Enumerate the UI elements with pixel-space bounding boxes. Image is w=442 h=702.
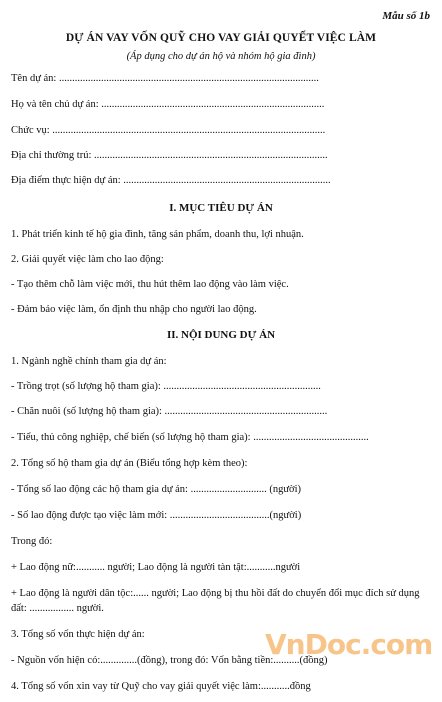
content-line: 1. Ngành nghề chính tham gia dự án: xyxy=(11,356,167,367)
content-line: - Tổng số lao động các hộ tham gia dự án: ............................. (người) xyxy=(11,484,301,495)
form-number: Mẫu số 1b xyxy=(382,10,430,22)
content-line: - Chăn nuôi (số lượng hộ tham gia): .............................................................. xyxy=(11,406,328,417)
field-position: Chức vụ: ........................................................................................................ xyxy=(11,125,326,136)
document-subtitle: (Áp dụng cho dự án hộ và nhóm hộ gia đình) xyxy=(126,51,316,62)
content-line: 4. Tổng số vốn xin vay từ Quỹ cho vay giải quyết việc làm:...........đồng xyxy=(11,681,311,692)
objective-line: - Đảm bảo việc làm, ổn định thu nhập cho người lao động. xyxy=(11,304,257,315)
content-line: Trong đó: xyxy=(11,536,53,547)
content-line: - Tiểu, thủ công nghiệp, chế biến (số lượng hộ tham gia): ............................................ xyxy=(11,432,369,443)
field-address: Địa chỉ thường trú: ......................................................................................... xyxy=(11,150,328,161)
section-2-heading: II. NỘI DUNG DỰ ÁN xyxy=(166,329,276,341)
field-project-name: Tên dự án: ................................................................................................... xyxy=(11,73,319,84)
field-owner-name: Họ và tên chủ dự án: ..................................................................................... xyxy=(11,99,325,110)
document-title: DỰ ÁN VAY VỐN QUỸ CHO VAY GIẢI QUYẾT VIỆC LÀM xyxy=(65,32,377,44)
objective-line: 1. Phát triển kinh tế hộ gia đình, tăng sản phẩm, doanh thu, lợi nhuận. xyxy=(11,229,304,240)
content-line: - Nguồn vốn hiện có:..............(đồng), trong đó: Vốn bằng tiền:..........(đồng) xyxy=(11,655,328,666)
content-line: 2. Tổng số hộ tham gia dự án (Biểu tổng hợp kèm theo): xyxy=(11,458,248,469)
field-location: Địa điểm thực hiện dự án: ............................................................................... xyxy=(11,175,331,186)
content-line: + Lao động nữ:........... người; Lao động là người tàn tật:...........người xyxy=(11,562,301,573)
content-line: + Lao động là người dân tộc:...... người; Lao động bị thu hồi đất do chuyển đổi mục đích sử dụng đất: ................. người. xyxy=(11,588,420,614)
content-line: - Số lao động được tạo việc làm mới: ......................................(người) xyxy=(11,510,302,521)
section-1-heading: I. MỤC TIÊU DỰ ÁN xyxy=(169,202,273,214)
content-line: - Trồng trọt (số lượng hộ tham gia): ............................................................ xyxy=(11,381,321,392)
objective-line: - Tạo thêm chỗ làm việc mới, thu hút thêm lao động vào làm việc. xyxy=(11,279,289,290)
watermark-logo: VnDoc.com xyxy=(265,628,433,661)
content-line: 3. Tổng số vốn thực hiện dự án: xyxy=(11,629,145,640)
objective-line: 2. Giải quyết việc làm cho lao động: xyxy=(11,254,164,265)
